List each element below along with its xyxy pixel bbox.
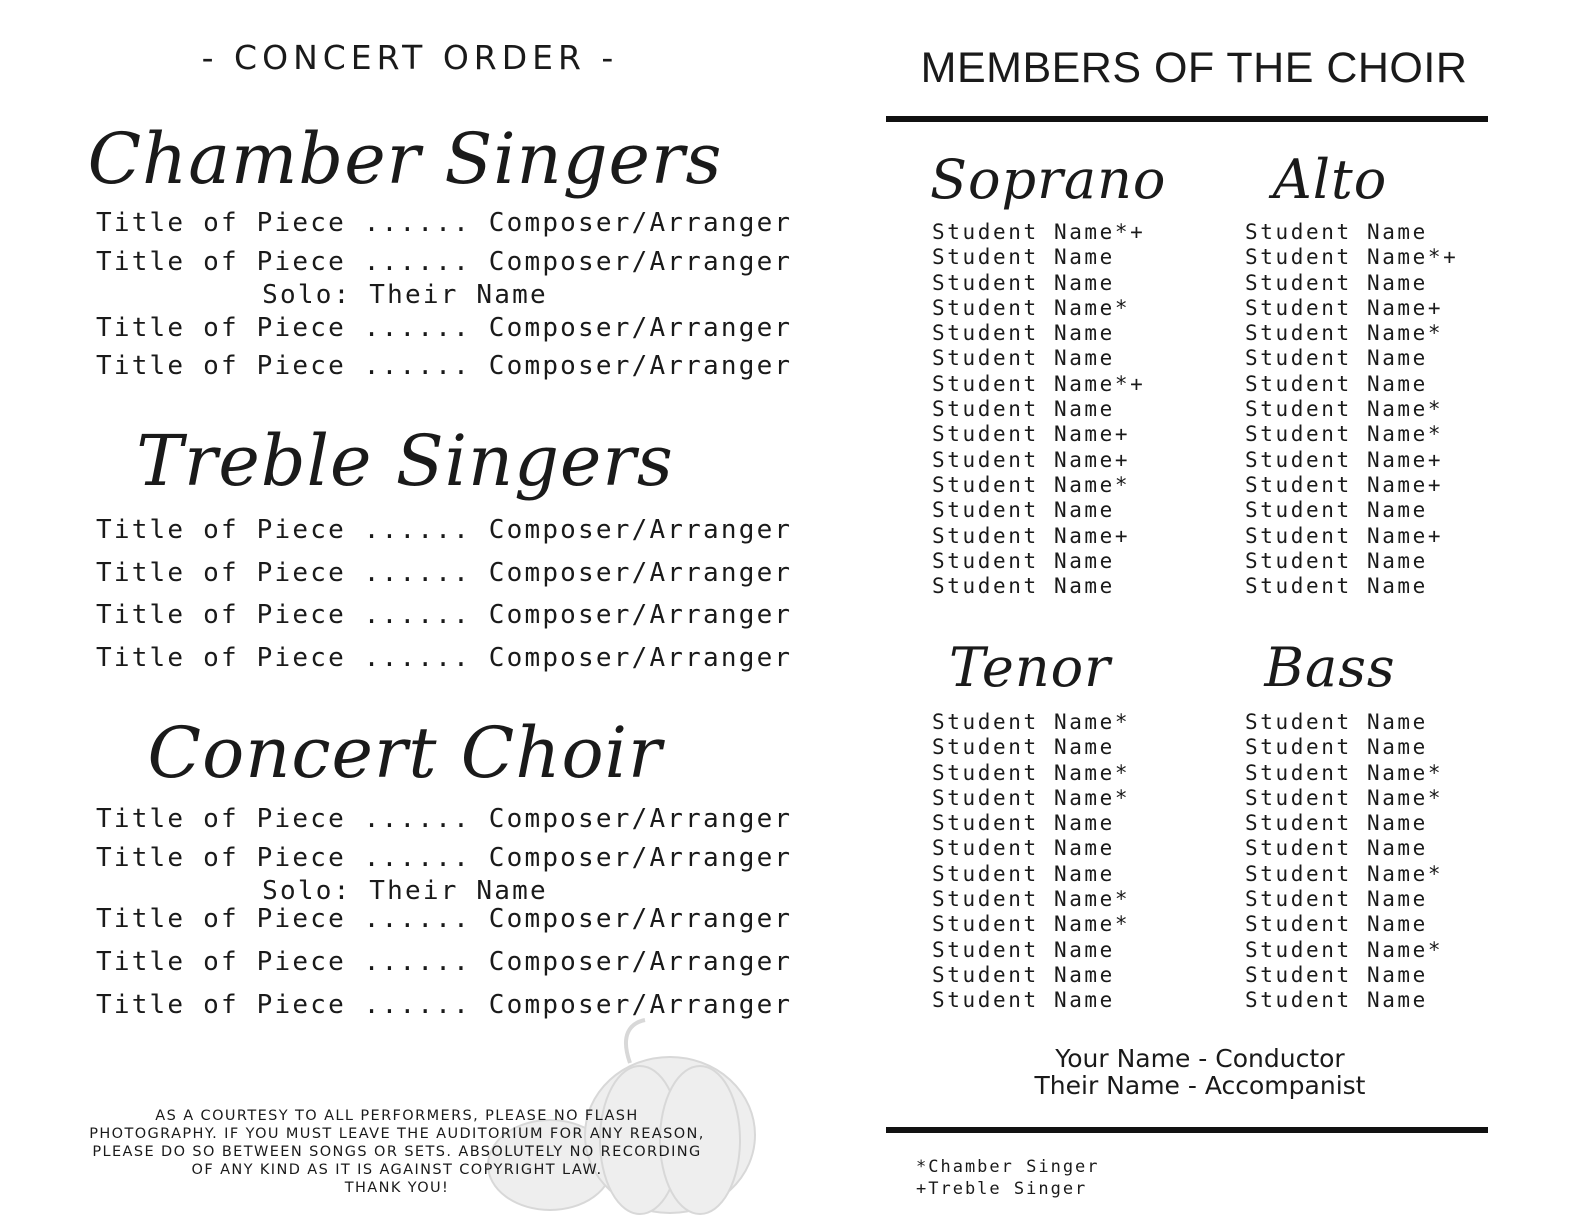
- alto-member: Student Name: [1245, 270, 1428, 295]
- bass-member: Student Name: [1245, 887, 1428, 912]
- tenor-member: Student Name: [932, 836, 1115, 861]
- notice-line: AS A COURTESY TO ALL PERFORMERS, PLEASE NO FLASH: [155, 1108, 639, 1124]
- program-piece: Title of Piece ...... Composer/Arranger: [96, 843, 793, 873]
- voice-title-soprano: Soprano: [930, 148, 1167, 211]
- members-title: MEMBERS OF THE CHOIR: [920, 44, 1468, 92]
- alto-member: Student Name*+: [1245, 245, 1459, 270]
- soprano-member: Student Name: [932, 245, 1115, 270]
- program-piece: Title of Piece ...... Composer/Arranger: [96, 515, 793, 545]
- soprano-member: Student Name: [932, 498, 1115, 523]
- members-panel: [800, 0, 1588, 1227]
- tenor-member: Student Name*: [932, 760, 1131, 785]
- soprano-member: Student Name: [932, 548, 1115, 573]
- program-piece: Title of Piece ...... Composer/Arranger: [96, 600, 793, 630]
- solo-credit: Solo: Their Name: [262, 876, 548, 906]
- alto-member: Student Name+: [1245, 295, 1444, 320]
- soprano-member: Student Name*: [932, 472, 1131, 497]
- soprano-member: Student Name*+: [932, 371, 1146, 396]
- bass-member: Student Name: [1245, 912, 1428, 937]
- alto-member: Student Name+: [1245, 447, 1444, 472]
- tenor-member: Student Name: [932, 937, 1115, 962]
- program-piece: Title of Piece ...... Composer/Arranger: [96, 313, 793, 343]
- program-piece: Title of Piece ...... Composer/Arranger: [96, 558, 793, 588]
- soprano-member: Student Name: [932, 321, 1115, 346]
- bass-member: Student Name: [1245, 811, 1428, 836]
- solo-credit: Solo: Their Name: [262, 280, 548, 310]
- staff-credits: [800, 1045, 1588, 1099]
- section-title-treble-singers: Treble Singers: [136, 420, 674, 502]
- soprano-member: Student Name+: [932, 422, 1131, 447]
- tenor-member: Student Name: [932, 861, 1115, 886]
- alto-member: Student Name: [1245, 346, 1428, 371]
- soprano-member: Student Name+: [932, 447, 1131, 472]
- bass-member: Student Name*: [1245, 937, 1444, 962]
- soprano-member: Student Name: [932, 270, 1115, 295]
- accompanist-credit: Their Name - Accompanist: [1034, 1071, 1366, 1100]
- bass-member: Student Name*: [1245, 785, 1444, 810]
- program-piece: Title of Piece ...... Composer/Arranger: [96, 247, 793, 277]
- bass-member: Student Name*: [1245, 760, 1444, 785]
- program-piece: Title of Piece ...... Composer/Arranger: [96, 947, 793, 977]
- alto-member: Student Name+: [1245, 472, 1444, 497]
- alto-member: Student Name*: [1245, 321, 1444, 346]
- alto-member: Student Name*: [1245, 422, 1444, 447]
- tenor-member: Student Name: [932, 735, 1115, 760]
- voice-title-bass: Bass: [1264, 636, 1396, 699]
- tenor-member: Student Name*: [932, 710, 1131, 734]
- notice-line: THANK YOU!: [344, 1180, 450, 1196]
- voice-title-tenor: Tenor: [949, 636, 1111, 699]
- alto-roster: [1245, 220, 1458, 599]
- notice-line: OF ANY KIND AS IT IS AGAINST COPYRIGHT LAW.: [191, 1162, 603, 1178]
- alto-member: Student Name: [1245, 574, 1428, 599]
- alto-member: Student Name*: [1245, 397, 1444, 422]
- legend: [916, 1156, 1100, 1200]
- voice-title-alto: Alto: [1272, 148, 1388, 211]
- divider-rule: [886, 116, 1488, 122]
- program-piece: Title of Piece ...... Composer/Arranger: [96, 643, 793, 673]
- tenor-member: Student Name: [932, 811, 1115, 836]
- soprano-roster: [932, 220, 1145, 599]
- notice-line: PHOTOGRAPHY. IF YOU MUST LEAVE THE AUDITORIUM FOR ANY REASON,: [89, 1126, 705, 1142]
- alto-member: Student Name: [1245, 548, 1428, 573]
- program-piece: Title of Piece ...... Composer/Arranger: [96, 351, 793, 381]
- tenor-member: Student Name*: [932, 785, 1131, 810]
- soprano-member: Student Name*+: [932, 220, 1146, 244]
- section-title-chamber-singers: Chamber Singers: [87, 118, 723, 200]
- legend-chamber: *Chamber Singer: [916, 1157, 1100, 1177]
- bass-member: Student Name: [1245, 710, 1428, 734]
- tenor-member: Student Name: [932, 962, 1115, 987]
- bass-member: Student Name: [1245, 836, 1428, 861]
- program-piece: Title of Piece ...... Composer/Arranger: [96, 804, 793, 834]
- program-piece: Title of Piece ...... Composer/Arranger: [96, 990, 793, 1020]
- alto-member: Student Name: [1245, 371, 1428, 396]
- bass-member: Student Name: [1245, 988, 1428, 1013]
- bass-member: Student Name: [1245, 962, 1428, 987]
- soprano-member: Student Name+: [932, 523, 1131, 548]
- tenor-roster: [932, 710, 1130, 1014]
- soprano-member: Student Name: [932, 397, 1115, 422]
- legend-treble: +Treble Singer: [916, 1179, 1088, 1199]
- conductor-credit: Your Name - Conductor: [1055, 1044, 1345, 1073]
- program-piece: Title of Piece ...... Composer/Arranger: [96, 208, 793, 238]
- tenor-member: Student Name*: [932, 912, 1131, 937]
- concert-order-heading: - CONCERT ORDER -: [201, 38, 619, 77]
- bass-member: Student Name: [1245, 735, 1428, 760]
- alto-member: Student Name: [1245, 498, 1428, 523]
- alto-member: Student Name+: [1245, 523, 1444, 548]
- program-piece: Title of Piece ...... Composer/Arranger: [96, 904, 793, 934]
- soprano-member: Student Name: [932, 346, 1115, 371]
- bass-member: Student Name*: [1245, 861, 1444, 886]
- bass-roster: [1245, 710, 1443, 1014]
- courtesy-notice: [72, 1107, 722, 1197]
- divider-rule: [886, 1127, 1488, 1133]
- alto-member: Student Name: [1245, 220, 1428, 244]
- notice-line: PLEASE DO SO BETWEEN SONGS OR SETS. ABSOLUTELY NO RECORDING: [92, 1144, 702, 1160]
- tenor-member: Student Name: [932, 988, 1115, 1013]
- soprano-member: Student Name: [932, 574, 1115, 599]
- section-title-concert-choir: Concert Choir: [147, 712, 663, 794]
- tenor-member: Student Name*: [932, 887, 1131, 912]
- soprano-member: Student Name*: [932, 295, 1131, 320]
